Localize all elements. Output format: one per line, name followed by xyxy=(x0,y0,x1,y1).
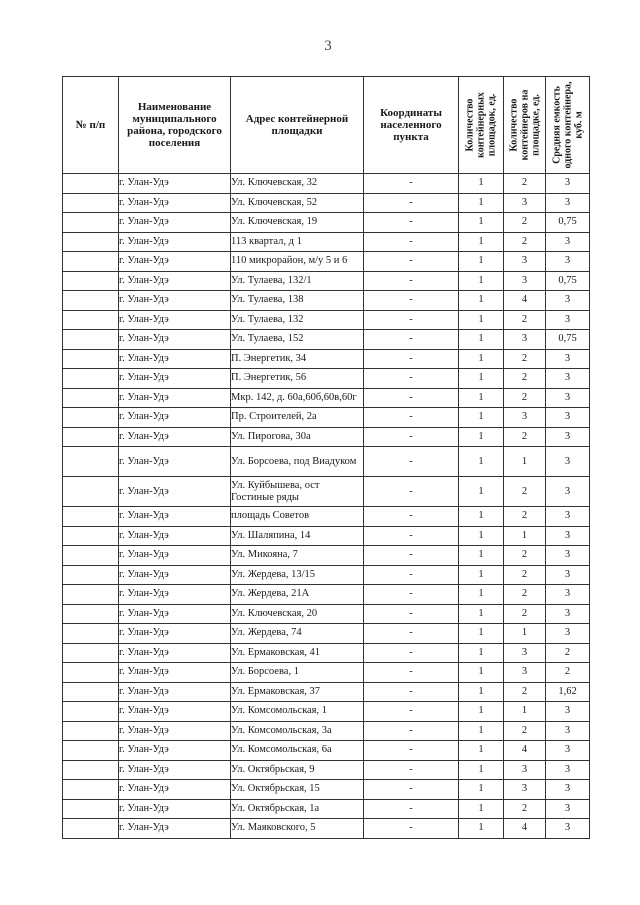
cell-num xyxy=(63,565,119,585)
header-district: Наименование муниципального района, городского поселения xyxy=(119,77,231,174)
cell-capacity: 3 xyxy=(546,174,590,194)
table-row xyxy=(63,427,590,447)
table-header-row xyxy=(63,77,590,174)
cell-num xyxy=(63,663,119,683)
cell-sites: 1 xyxy=(459,477,504,507)
cell-containers: 3 xyxy=(504,760,546,780)
cell-capacity: 3 xyxy=(546,310,590,330)
cell-capacity: 3 xyxy=(546,799,590,819)
cell-containers: 2 xyxy=(504,565,546,585)
cell-address: Ул. Тулаева, 132/1 xyxy=(231,271,364,291)
table-row xyxy=(63,819,590,839)
cell-containers: 2 xyxy=(504,174,546,194)
cell-coords: - xyxy=(364,546,459,566)
cell-containers: 2 xyxy=(504,799,546,819)
cell-district: г. Улан-Удэ xyxy=(119,546,231,566)
cell-capacity: 0,75 xyxy=(546,330,590,350)
cell-num xyxy=(63,507,119,527)
cell-district: г. Улан-Удэ xyxy=(119,271,231,291)
cell-sites: 1 xyxy=(459,330,504,350)
cell-sites: 1 xyxy=(459,310,504,330)
cell-containers: 2 xyxy=(504,682,546,702)
cell-containers: 3 xyxy=(504,643,546,663)
cell-sites: 1 xyxy=(459,702,504,722)
cell-coords: - xyxy=(364,819,459,839)
table-row xyxy=(63,604,590,624)
cell-address: Ул. Куйбышева, ост Гостиные ряды xyxy=(231,477,364,507)
cell-district: г. Улан-Удэ xyxy=(119,174,231,194)
cell-coords: - xyxy=(364,663,459,683)
cell-containers: 2 xyxy=(504,232,546,252)
cell-capacity: 3 xyxy=(546,232,590,252)
header-sites: Количество контейнерных площадок, ед. xyxy=(464,92,498,158)
cell-containers: 1 xyxy=(504,447,546,477)
cell-district: г. Улан-Удэ xyxy=(119,369,231,389)
cell-coords: - xyxy=(364,721,459,741)
table-row xyxy=(63,388,590,408)
cell-num xyxy=(63,477,119,507)
header-capacity-cell xyxy=(546,77,590,174)
cell-sites: 1 xyxy=(459,799,504,819)
cell-district: г. Улан-Удэ xyxy=(119,330,231,350)
cell-sites: 1 xyxy=(459,388,504,408)
table-row xyxy=(63,799,590,819)
cell-num xyxy=(63,232,119,252)
cell-num xyxy=(63,291,119,311)
table-row xyxy=(63,682,590,702)
cell-capacity: 3 xyxy=(546,702,590,722)
cell-address: Ул. Микояна, 7 xyxy=(231,546,364,566)
cell-address: Ул. Шаляпина, 14 xyxy=(231,526,364,546)
cell-address: Мкр. 142, д. 60а,60б,60в,60г xyxy=(231,388,364,408)
cell-coords: - xyxy=(364,330,459,350)
table-row xyxy=(63,741,590,761)
cell-address: Ул. Октябрьская, 1а xyxy=(231,799,364,819)
cell-coords: - xyxy=(364,408,459,428)
cell-address: Ул. Октябрьская, 9 xyxy=(231,760,364,780)
cell-district: г. Улан-Удэ xyxy=(119,349,231,369)
cell-containers: 4 xyxy=(504,291,546,311)
cell-district: г. Улан-Удэ xyxy=(119,604,231,624)
cell-address: Ул. Ермаковская, 41 xyxy=(231,643,364,663)
cell-coords: - xyxy=(364,604,459,624)
cell-coords: - xyxy=(364,232,459,252)
cell-capacity: 3 xyxy=(546,741,590,761)
cell-containers: 3 xyxy=(504,271,546,291)
cell-sites: 1 xyxy=(459,546,504,566)
table-row xyxy=(63,760,590,780)
cell-district: г. Улан-Удэ xyxy=(119,702,231,722)
cell-address: Ул. Жердева, 21А xyxy=(231,585,364,605)
cell-coords: - xyxy=(364,741,459,761)
cell-containers: 2 xyxy=(504,349,546,369)
cell-sites: 1 xyxy=(459,604,504,624)
table-row xyxy=(63,546,590,566)
cell-containers: 2 xyxy=(504,369,546,389)
cell-coords: - xyxy=(364,310,459,330)
cell-num xyxy=(63,213,119,233)
cell-coords: - xyxy=(364,780,459,800)
cell-coords: - xyxy=(364,643,459,663)
cell-num xyxy=(63,310,119,330)
table-row xyxy=(63,271,590,291)
cell-sites: 1 xyxy=(459,447,504,477)
cell-district: г. Улан-Удэ xyxy=(119,388,231,408)
cell-containers: 1 xyxy=(504,624,546,644)
cell-sites: 1 xyxy=(459,271,504,291)
cell-coords: - xyxy=(364,388,459,408)
table-row xyxy=(63,252,590,272)
cell-num xyxy=(63,330,119,350)
cell-sites: 1 xyxy=(459,252,504,272)
cell-sites: 1 xyxy=(459,663,504,683)
header-num: № п/п xyxy=(63,77,119,174)
table-row xyxy=(63,193,590,213)
cell-num xyxy=(63,702,119,722)
cell-capacity: 1,62 xyxy=(546,682,590,702)
container-sites-table xyxy=(62,76,590,839)
cell-address: Ул. Ключевская, 52 xyxy=(231,193,364,213)
table-row xyxy=(63,780,590,800)
cell-capacity: 3 xyxy=(546,819,590,839)
cell-address: Ул. Борсоева, под Виадуком xyxy=(231,447,364,477)
cell-district: г. Улан-Удэ xyxy=(119,213,231,233)
cell-sites: 1 xyxy=(459,721,504,741)
cell-capacity: 2 xyxy=(546,643,590,663)
cell-capacity: 3 xyxy=(546,427,590,447)
cell-sites: 1 xyxy=(459,349,504,369)
header-coords: Координаты населенного пункта xyxy=(364,77,459,174)
cell-capacity: 3 xyxy=(546,408,590,428)
cell-containers: 3 xyxy=(504,252,546,272)
cell-num xyxy=(63,760,119,780)
cell-coords: - xyxy=(364,447,459,477)
cell-num xyxy=(63,349,119,369)
cell-capacity: 3 xyxy=(546,604,590,624)
table-row xyxy=(63,330,590,350)
cell-address: Пр. Строителей, 2а xyxy=(231,408,364,428)
cell-num xyxy=(63,546,119,566)
cell-capacity: 3 xyxy=(546,760,590,780)
cell-num xyxy=(63,624,119,644)
cell-address: 113 квартал, д 1 xyxy=(231,232,364,252)
cell-num xyxy=(63,799,119,819)
table-row xyxy=(63,447,590,477)
cell-containers: 4 xyxy=(504,819,546,839)
cell-containers: 2 xyxy=(504,477,546,507)
cell-containers: 1 xyxy=(504,702,546,722)
table-row xyxy=(63,663,590,683)
cell-capacity: 3 xyxy=(546,546,590,566)
cell-address: Ул. Тулаева, 152 xyxy=(231,330,364,350)
table-row xyxy=(63,369,590,389)
cell-district: г. Улан-Удэ xyxy=(119,427,231,447)
cell-address: Ул. Ключевская, 20 xyxy=(231,604,364,624)
cell-district: г. Улан-Удэ xyxy=(119,819,231,839)
cell-district: г. Улан-Удэ xyxy=(119,507,231,527)
cell-district: г. Улан-Удэ xyxy=(119,741,231,761)
cell-num xyxy=(63,388,119,408)
cell-district: г. Улан-Удэ xyxy=(119,232,231,252)
cell-coords: - xyxy=(364,585,459,605)
cell-num xyxy=(63,408,119,428)
cell-capacity: 3 xyxy=(546,447,590,477)
cell-district: г. Улан-Удэ xyxy=(119,760,231,780)
cell-num xyxy=(63,780,119,800)
cell-capacity: 3 xyxy=(546,585,590,605)
cell-coords: - xyxy=(364,369,459,389)
cell-coords: - xyxy=(364,624,459,644)
header-containers: Количество контейнеров на площадке, ед. xyxy=(508,89,541,161)
cell-containers: 2 xyxy=(504,546,546,566)
cell-containers: 4 xyxy=(504,741,546,761)
table-row xyxy=(63,174,590,194)
table-row xyxy=(63,565,590,585)
cell-address: Ул. Комсомольская, 1 xyxy=(231,702,364,722)
cell-capacity: 3 xyxy=(546,388,590,408)
cell-address: Ул. Пирогова, 30а xyxy=(231,427,364,447)
cell-address: Ул. Комсомольская, 3а xyxy=(231,721,364,741)
header-capacity: Средняя емкость одного контейнера, куб. м xyxy=(551,81,584,169)
cell-district: г. Улан-Удэ xyxy=(119,477,231,507)
cell-address: Ул. Ключевская, 32 xyxy=(231,174,364,194)
cell-district: г. Улан-Удэ xyxy=(119,408,231,428)
cell-capacity: 3 xyxy=(546,721,590,741)
table-row xyxy=(63,507,590,527)
cell-coords: - xyxy=(364,682,459,702)
cell-district: г. Улан-Удэ xyxy=(119,565,231,585)
cell-sites: 1 xyxy=(459,174,504,194)
cell-coords: - xyxy=(364,507,459,527)
cell-sites: 1 xyxy=(459,369,504,389)
cell-containers: 3 xyxy=(504,330,546,350)
cell-containers: 2 xyxy=(504,507,546,527)
cell-sites: 1 xyxy=(459,408,504,428)
cell-sites: 1 xyxy=(459,819,504,839)
cell-capacity: 3 xyxy=(546,477,590,507)
cell-num xyxy=(63,604,119,624)
cell-num xyxy=(63,174,119,194)
cell-num xyxy=(63,643,119,663)
table-row xyxy=(63,721,590,741)
cell-address: Ул. Комсомольская, 6а xyxy=(231,741,364,761)
cell-containers: 3 xyxy=(504,193,546,213)
cell-address: Ул. Ермаковская, 37 xyxy=(231,682,364,702)
cell-capacity: 0,75 xyxy=(546,213,590,233)
cell-sites: 1 xyxy=(459,213,504,233)
cell-num xyxy=(63,271,119,291)
cell-coords: - xyxy=(364,213,459,233)
cell-sites: 1 xyxy=(459,760,504,780)
header-address: Адрес контейнерной площадки xyxy=(231,77,364,174)
cell-address: Ул. Тулаева, 138 xyxy=(231,291,364,311)
cell-num xyxy=(63,741,119,761)
cell-sites: 1 xyxy=(459,427,504,447)
cell-containers: 3 xyxy=(504,780,546,800)
cell-containers: 2 xyxy=(504,310,546,330)
cell-capacity: 3 xyxy=(546,349,590,369)
cell-containers: 2 xyxy=(504,213,546,233)
cell-capacity: 3 xyxy=(546,565,590,585)
cell-sites: 1 xyxy=(459,682,504,702)
cell-capacity: 3 xyxy=(546,507,590,527)
table-row xyxy=(63,213,590,233)
cell-district: г. Улан-Удэ xyxy=(119,310,231,330)
cell-district: г. Улан-Удэ xyxy=(119,447,231,477)
cell-sites: 1 xyxy=(459,624,504,644)
page-number: 3 xyxy=(324,38,332,54)
cell-address: П. Энергетик, 56 xyxy=(231,369,364,389)
cell-district: г. Улан-Удэ xyxy=(119,193,231,213)
cell-num xyxy=(63,427,119,447)
cell-coords: - xyxy=(364,349,459,369)
cell-sites: 1 xyxy=(459,526,504,546)
cell-address: 110 микрорайон, м/у 5 и 6 xyxy=(231,252,364,272)
cell-capacity: 3 xyxy=(546,369,590,389)
cell-containers: 2 xyxy=(504,721,546,741)
cell-district: г. Улан-Удэ xyxy=(119,643,231,663)
table-row xyxy=(63,349,590,369)
cell-address: Ул. Тулаева, 132 xyxy=(231,310,364,330)
cell-coords: - xyxy=(364,477,459,507)
table-row xyxy=(63,526,590,546)
cell-capacity: 3 xyxy=(546,624,590,644)
table-row xyxy=(63,702,590,722)
cell-num xyxy=(63,526,119,546)
cell-capacity: 3 xyxy=(546,780,590,800)
cell-coords: - xyxy=(364,174,459,194)
table-row xyxy=(63,291,590,311)
cell-district: г. Улан-Удэ xyxy=(119,799,231,819)
table-row xyxy=(63,624,590,644)
cell-coords: - xyxy=(364,271,459,291)
cell-coords: - xyxy=(364,291,459,311)
cell-coords: - xyxy=(364,760,459,780)
cell-district: г. Улан-Удэ xyxy=(119,291,231,311)
cell-sites: 1 xyxy=(459,193,504,213)
cell-coords: - xyxy=(364,252,459,272)
cell-address: П. Энергетик, 34 xyxy=(231,349,364,369)
cell-num xyxy=(63,585,119,605)
cell-capacity: 3 xyxy=(546,193,590,213)
cell-num xyxy=(63,193,119,213)
cell-address: Ул. Борсоева, 1 xyxy=(231,663,364,683)
cell-coords: - xyxy=(364,799,459,819)
cell-sites: 1 xyxy=(459,232,504,252)
cell-num xyxy=(63,369,119,389)
cell-address: Ул. Жердева, 13/15 xyxy=(231,565,364,585)
cell-containers: 3 xyxy=(504,408,546,428)
cell-capacity: 3 xyxy=(546,252,590,272)
cell-district: г. Улан-Удэ xyxy=(119,585,231,605)
cell-containers: 3 xyxy=(504,663,546,683)
cell-containers: 2 xyxy=(504,427,546,447)
cell-district: г. Улан-Удэ xyxy=(119,780,231,800)
cell-address: Ул. Октябрьская, 15 xyxy=(231,780,364,800)
table-row xyxy=(63,232,590,252)
table-row xyxy=(63,585,590,605)
cell-capacity: 3 xyxy=(546,526,590,546)
cell-num xyxy=(63,447,119,477)
cell-sites: 1 xyxy=(459,565,504,585)
cell-containers: 2 xyxy=(504,388,546,408)
cell-sites: 1 xyxy=(459,780,504,800)
cell-sites: 1 xyxy=(459,291,504,311)
table-row xyxy=(63,643,590,663)
table-row xyxy=(63,310,590,330)
cell-sites: 1 xyxy=(459,507,504,527)
cell-num xyxy=(63,252,119,272)
cell-capacity: 3 xyxy=(546,291,590,311)
cell-containers: 2 xyxy=(504,604,546,624)
cell-district: г. Улан-Удэ xyxy=(119,624,231,644)
cell-coords: - xyxy=(364,193,459,213)
cell-district: г. Улан-Удэ xyxy=(119,682,231,702)
table-row xyxy=(63,477,590,507)
cell-coords: - xyxy=(364,526,459,546)
cell-address: Ул. Маяковского, 5 xyxy=(231,819,364,839)
cell-district: г. Улан-Удэ xyxy=(119,663,231,683)
cell-address: Ул. Ключевская, 19 xyxy=(231,213,364,233)
header-sites-cell xyxy=(459,77,504,174)
cell-coords: - xyxy=(364,427,459,447)
cell-district: г. Улан-Удэ xyxy=(119,252,231,272)
cell-sites: 1 xyxy=(459,643,504,663)
cell-address: Ул. Жердева, 74 xyxy=(231,624,364,644)
cell-sites: 1 xyxy=(459,741,504,761)
header-containers-cell xyxy=(504,77,546,174)
cell-capacity: 2 xyxy=(546,663,590,683)
cell-district: г. Улан-Удэ xyxy=(119,526,231,546)
cell-num xyxy=(63,682,119,702)
cell-district: г. Улан-Удэ xyxy=(119,721,231,741)
cell-sites: 1 xyxy=(459,585,504,605)
cell-coords: - xyxy=(364,565,459,585)
cell-containers: 2 xyxy=(504,585,546,605)
cell-address: площадь Советов xyxy=(231,507,364,527)
cell-coords: - xyxy=(364,702,459,722)
cell-num xyxy=(63,721,119,741)
cell-containers: 1 xyxy=(504,526,546,546)
table-row xyxy=(63,408,590,428)
cell-num xyxy=(63,819,119,839)
cell-capacity: 0,75 xyxy=(546,271,590,291)
